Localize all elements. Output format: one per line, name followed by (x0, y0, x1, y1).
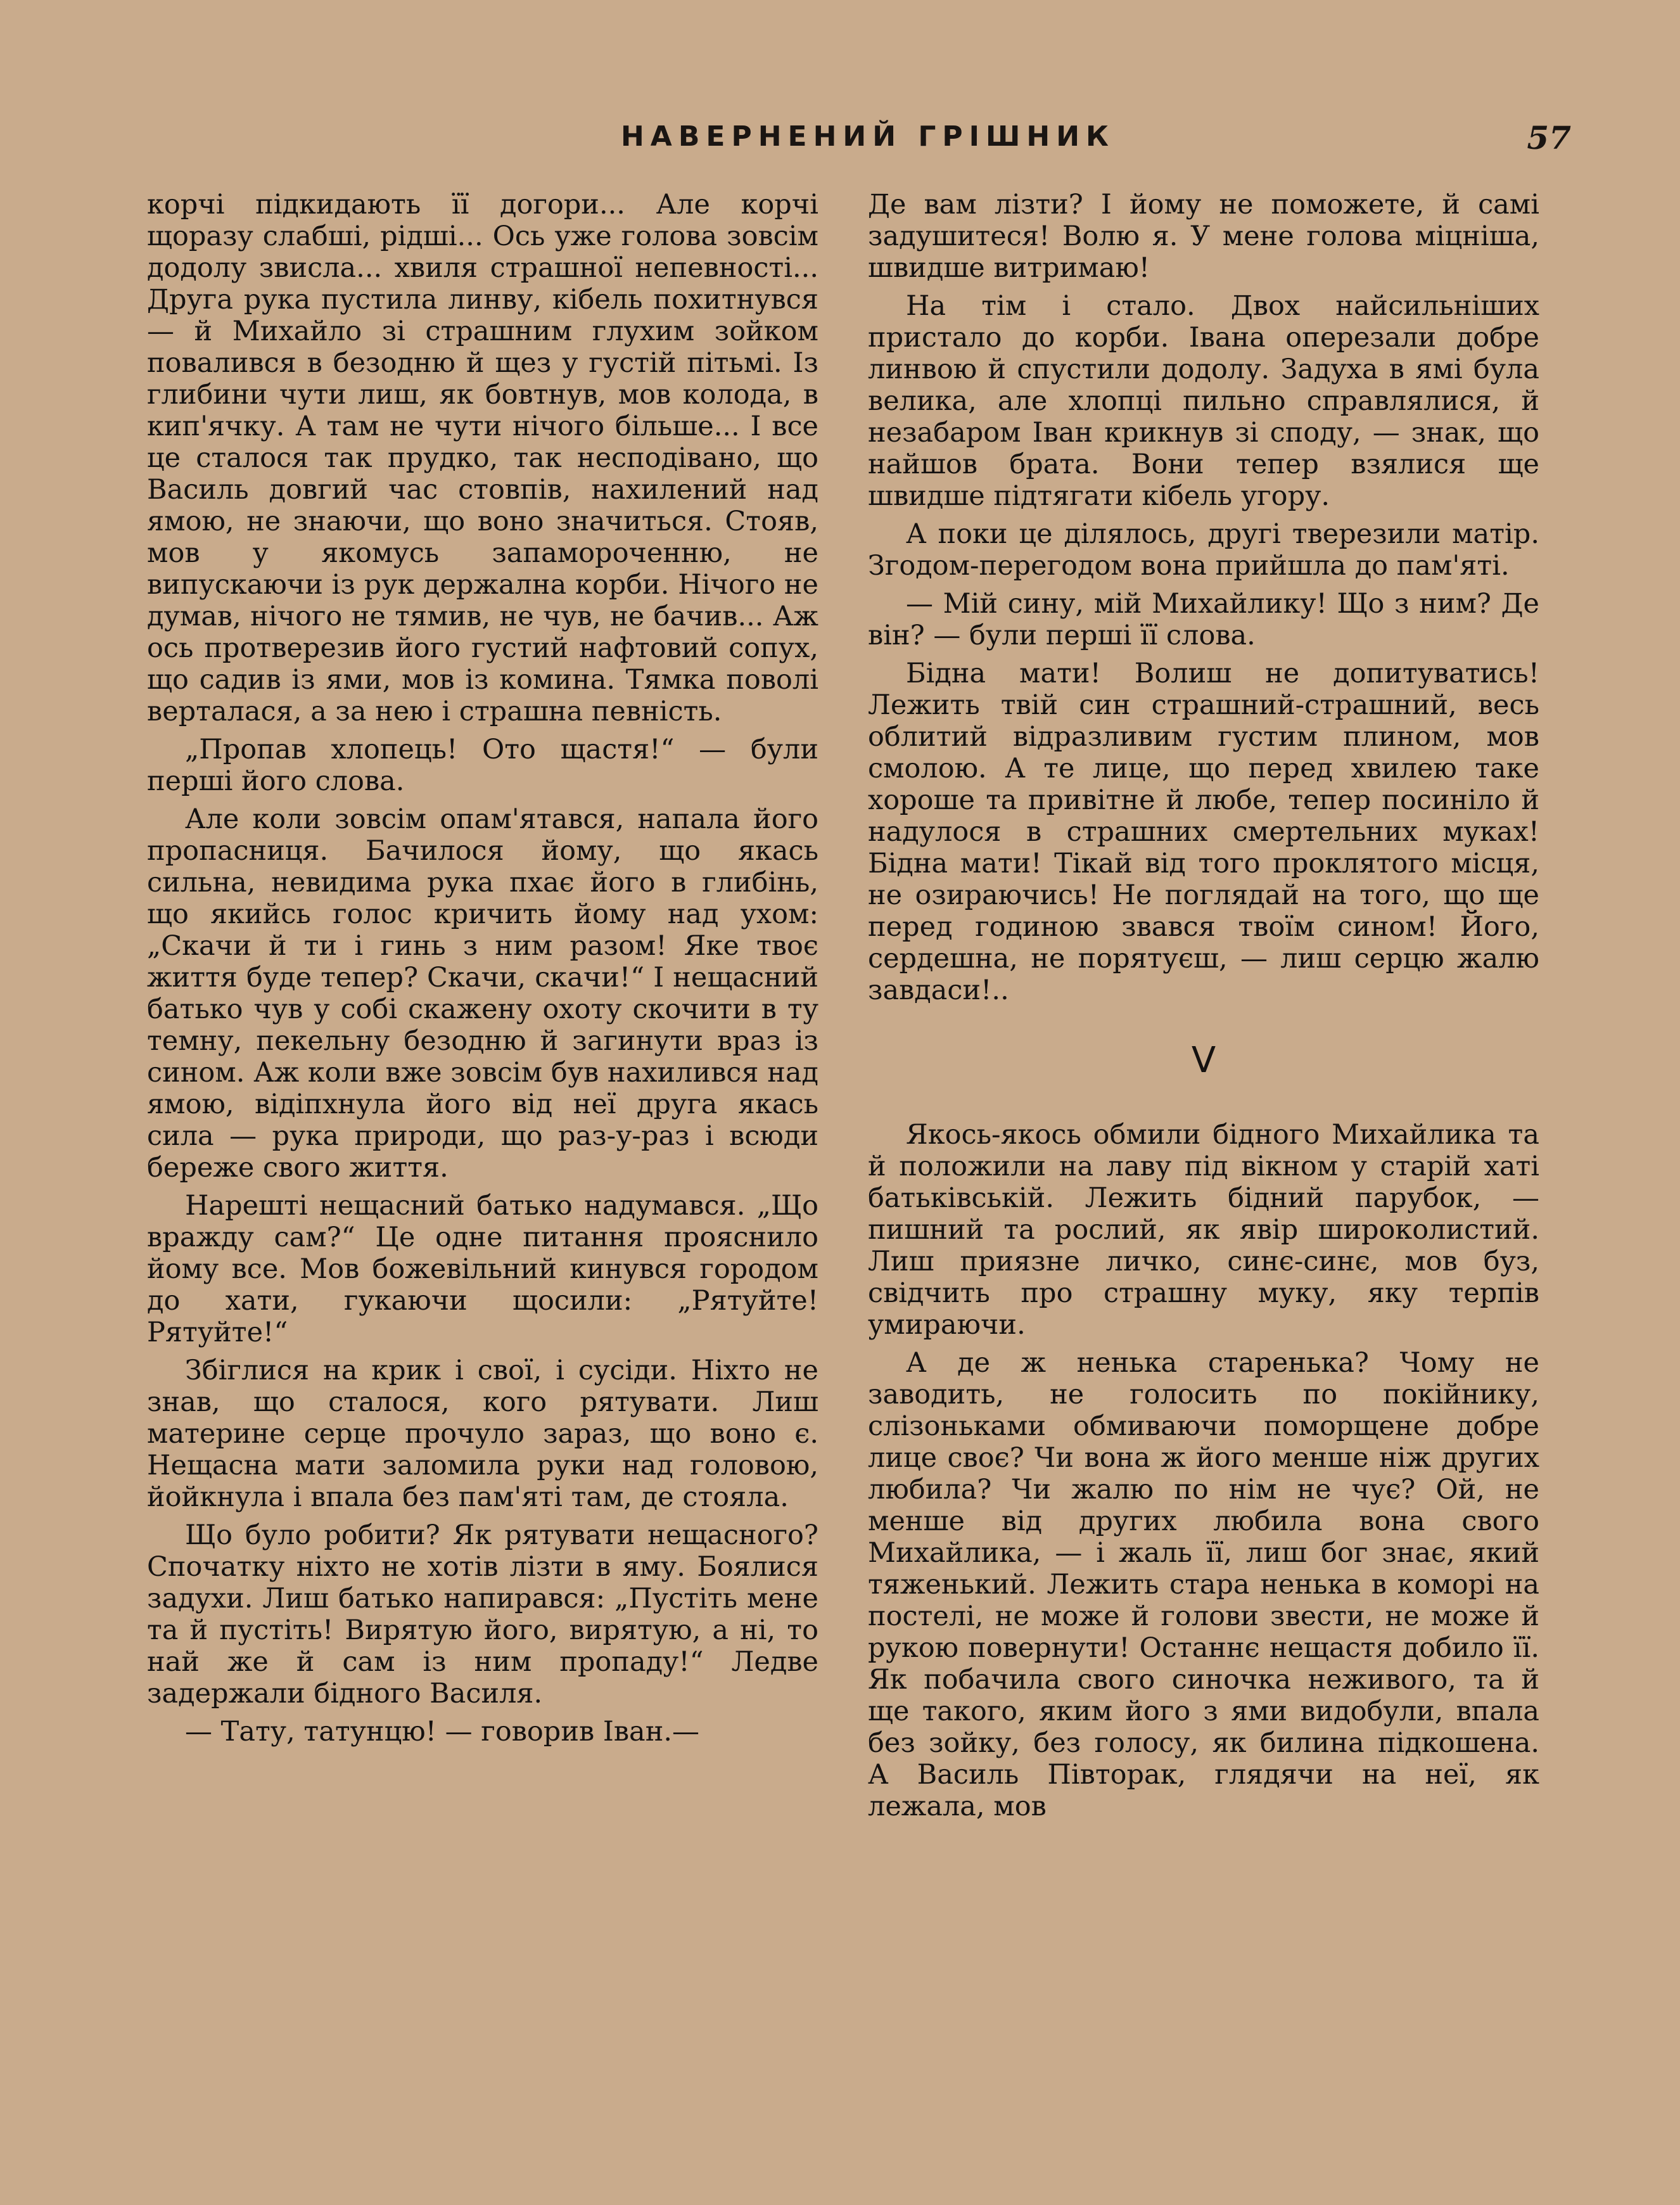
paragraph: А де ж ненька старенька? Чому не заводить, не голосить по покійнику, слізоньками обмиваючи поморщене добре лице своє? Чи вона ж його менше ніж других любила? Чи жалю по нім не чує? Ой, не менше від других любила вона свого Михайлика, — і жаль її, лиш бог знає, який тяженький. Лежить стара ненька в коморі на постелі, не може й голови звести, не може й рукою повернути! Останнє нещастя добило її. Як побачила свого синочка неживого, та й ще такого, яким його з ями видобули, впала без зойку, без голосу, як билина підкошена. А Василь Півторак, глядячи на неї, як лежала, мов (868, 1347, 1539, 1822)
paragraph: Але коли зовсім опам'ятався, напала його пропасниця. Бачилося йому, що якась сильна, невидима рука пхає його в глибінь, що якийсь голос кричить йому над ухом: „Скачи й ти і гинь з ним разом! Яке твоє життя буде тепер? Скачи, скачи!“ І нещасний батько чув у собі скажену охоту скочити в ту темну, пекельну безодню й загинути враз із сином. Аж коли вже зовсім був нахилився над ямою, відіпхнула його від неї друга якась сила — рука природи, що раз-у-раз і всюди береже свого життя. (147, 803, 818, 1184)
paragraph: „Пропав хлопець! Ото щастя!“ — були перші його слова. (147, 734, 818, 797)
paragraph: корчі підкидають її догори... Але корчі щоразу слабші, рідші... Ось уже голова зовсім додолу звисла... хвиля страшної непевності... Друга рука пустила линву, кібель похитнувся — й Михайло зі страшним глухим зойком повалився в безодню й щез у густій пітьмі. Із глибини чути лиш, як бовтнув, мов колода, в кип'ячку. А там не чути нічого більше... І все це сталося так прудко, так несподівано, що Василь довгий час стовпів, нахилений над ямою, не знаючи, що воно значиться. Стояв, мов у якомусь запамороченню, не випускаючи із рук держална корби. Нічого не думав, нічого не тямив, не чув, не бачив... Аж ось протверезив його густий нафтовий сопух, що садив із ями, мов із комина. Тямка поволі верталася, а за нею і страшна певність. (147, 189, 818, 727)
paragraph: — Тату, татунцю! — говорив Іван.— (185, 1716, 700, 1748)
right-column (868, 189, 1539, 1829)
paragraph: — Мій сину, мій Михайлику! Що з ним? Де він? — були перші її слова. (868, 588, 1539, 651)
section-number: V (1191, 1040, 1216, 1081)
paragraph: Де вам лізти? І йому не поможете, й самі задушитеся! Волю я. У мене голова міцніша, швидше витримаю! (868, 189, 1539, 284)
paragraph: Якось-якось обмили бідного Михайлика та й положили на лаву під вікном у старій хаті батьківській. Лежить бідний парубок, — пишний та рослий, як явір широколистий. Лиш приязне личко, синє-синє, мов буз, свідчить про страшну муку, яку терпів умираючи. (868, 1119, 1539, 1341)
paragraph: А поки це ділялось, другі тверезили матір. Згодом-перегодом вона прийшла до пам'яті. (868, 518, 1539, 582)
paragraph: Що було робити? Як рятувати нещасного? Спочатку ніхто не хотів лізти в яму. Боялися задухи. Лиш батько напирався: „Пустіть мене та й пустіть! Вирятую його, вирятую, а ні, то най же й сам із ним пропаду!“ Ледве задержали бідного Василя. (147, 1519, 818, 1710)
left-column (147, 189, 818, 1754)
paragraph: Бідна мати! Волиш не допитуватись! Лежить твій син страшний-страшний, весь облитий відразливим густим плином, мов смолою. А те лице, що перед хвилею таке хороше та привітне й любе, тепер посиніло й надулося в страшних смертельних муках! Бідна мати! Тікай від того проклятого місця, не озираючись! Не поглядай на того, що ще перед годиною звався твоїм сином! Його, сердешна, не порятуєш, — лиш серцю жалю завдаси!.. (868, 658, 1539, 1006)
paragraph: На тім і стало. Двох найсильніших пристало до корби. Івана оперезали добре линвою й спустили додолу. Задуха в ямі була велика, але хлопці пильно справлялися, й незабаром Іван крикнув зі споду, — знак, що найшов брата. Вони тепер взялися ще швидше підтягати кібель угору. (868, 290, 1539, 512)
running-title: НАВЕРНЕНИЙ ГРІШНИК (620, 120, 1115, 153)
paragraph: Збіглися на крик і свої, і сусіди. Ніхто не знав, що сталося, кого рятувати. Лиш материне серце прочуло зараз, що воно є. Нещасна мати заломила руки над головою, йойкнула і впала без пам'яті там, де стояла. (147, 1355, 818, 1513)
paragraph: Нарешті нещасний батько надумався. „Що вражду сам?“ Це одне питання прояснило йому все. Мов божевільний кинувся городом до хати, гукаючи щосили: „Рятуйте! Рятуйте!“ (147, 1190, 818, 1348)
page-number: 57 (1527, 119, 1571, 157)
